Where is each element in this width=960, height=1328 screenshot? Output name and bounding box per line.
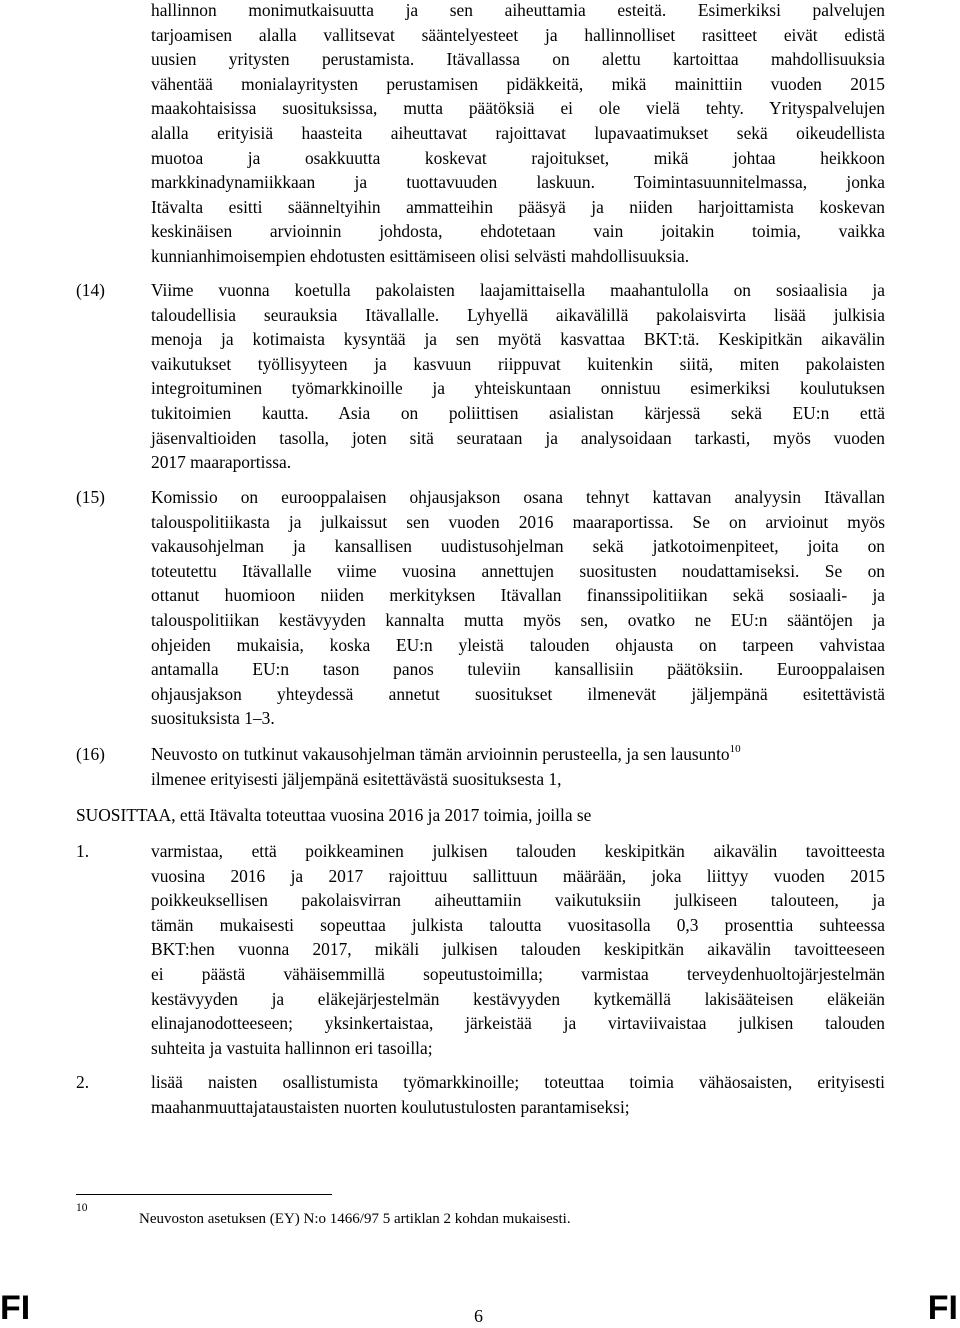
text-line: tukitoimien kautta. Asia on poliittisen asialistan kärjessä sekä EU:n että — [151, 402, 885, 423]
text-line: 2017 maaraportissa. — [151, 452, 292, 473]
text-line: muotoa ja osakkuutta koskevat rajoitukset, mikä johtaa heikkoon — [151, 147, 885, 168]
text-line: antamalla EU:n tason panos tuleviin kansallisiin päätöksiin. Eurooppalaisen — [151, 659, 885, 680]
text-line: kestävyyden ja eläkejärjestelmän kestävyyden kytkemällä lakisääteisen eläkeiän — [151, 988, 885, 1009]
paragraph-number-14: (14) — [76, 280, 105, 300]
text-line: vakausohjelman ja kansallisen uudistusohjelman sekä jatkotoimenpiteet, joita on — [151, 536, 885, 557]
text-line: suhteita ja vastuita hallinnon eri tasoilla; — [151, 1037, 433, 1058]
paragraph-13-continued — [151, 0, 885, 269]
paragraph-14 — [151, 278, 885, 475]
paragraph-16 — [151, 742, 885, 791]
recommendation-number-2: 2. — [76, 1072, 90, 1092]
language-code-right: FI — [927, 1289, 958, 1327]
text-line: vähentää monialayritysten perustamisen pidäkkeitä, mikä mainittiin vuoden 2015 — [151, 73, 885, 94]
page-number: 6 — [474, 1306, 483, 1326]
text-line: varmistaa, että poikkeaminen julkisen talouden keskipitkän aikavälin tavoitteesta — [151, 841, 885, 861]
text-line: talouspolitiikasta ja julkaissut sen vuoden 2016 maaraportissa. Se on arvioinut myös — [151, 511, 885, 532]
footnote-text: Neuvoston asetuksen (EY) N:o 1466/97 5 artiklan 2 kohdan mukaisesti. — [139, 1211, 571, 1227]
text-line: keskinäisen arvioinnin johdosta, ehdotetaan vain joitakin toimia, vaikka — [151, 221, 885, 242]
footnote-separator — [76, 1194, 332, 1195]
text-line: vuosina 2016 ja 2017 rajoittuu sallittuun määrään, joka liittyy vuoden 2015 — [151, 865, 885, 886]
text-line: tämän mukaisesti sopeuttaa julkista taloutta vuositasolla 0,3 prosenttia suhteessa — [151, 914, 885, 935]
recommendation-number-1: 1. — [76, 841, 90, 861]
text-line: poikkeuksellisen pakolaisvirran aiheuttamiin vaikutuksiin julkiseen talouteen, ja — [151, 890, 885, 911]
text-line: ilmenee erityisesti jäljempänä esitettävästä suosituksesta 1, — [151, 768, 562, 789]
text-line: menoja ja kotimaista kysyntää ja sen myötä kasvattaa BKT:tä. Keskipitkän aikavälin — [151, 329, 885, 350]
text-line: suosituksista 1–3. — [151, 708, 275, 729]
recommendation-1 — [151, 839, 885, 1060]
text-line: Viime vuonna koetulla pakolaisten laajamittaisella maahantulolla on sosiaalisia ja — [151, 280, 885, 300]
text-line: vaikutukset työllisyyteen ja kasvuun riippuvat kuitenkin siitä, miten pakolaisten — [151, 353, 885, 374]
recommends-statement: SUOSITTAA, että Itävalta toteuttaa vuosina 2016 ja 2017 toimia, joilla se — [76, 805, 592, 825]
recommendation-2 — [151, 1070, 885, 1119]
text-line: lisää naisten osallistumista työmarkkinoille; toteuttaa toimia vähäosaisten, erityisesti — [151, 1072, 885, 1092]
text-line: ei päästä vähäisemmillä sopeutustoimilla; varmistaa terveydenhuoltojärjestelmän — [151, 963, 885, 984]
text-line: hallinnon monimutkaisuutta ja sen aiheuttamia esteitä. Esimerkiksi palvelujen — [151, 0, 885, 20]
text-line: maakohtaisissa suosituksissa, mutta päätöksiä ei ole vielä tehty. Yrityspalvelujen — [151, 98, 885, 119]
text-line: ohjausjakson yhteydessä annetut suositukset ilmenevät jäljempänä esitettävistä — [151, 683, 885, 704]
text-line: Komissio on eurooppalaisen ohjausjakson osana tehnyt kattavan analyysin Itävallan — [151, 487, 885, 507]
paragraph-number-15: (15) — [76, 487, 105, 507]
paragraph-number-16: (16) — [76, 744, 105, 764]
text-line: elinajanodotteeseen; yksinkertaistaa, järkeistää ja virtaviivaistaa julkisen talouden — [151, 1013, 885, 1034]
text-line: uusien yritysten perustamista. Itävallassa on alettu kartoittaa mahdollisuuksia — [151, 49, 885, 70]
text-line: ottanut huomioon niiden merkityksen Itävallan finanssipolitiikan sekä sosiaali- ja — [151, 585, 885, 606]
text-line: markkinadynamiikkaan ja tuottavuuden laskuun. Toimintasuunnitelmassa, jonka — [151, 172, 885, 193]
text-line: BKT:hen vuonna 2017, mikäli julkisen talouden keskipitkän aikavälin tavoitteeseen — [151, 939, 885, 960]
language-code-left: FI — [0, 1289, 31, 1327]
text-line — [151, 742, 885, 767]
footnote-reference[interactable]: 10 — [729, 743, 741, 755]
text-line: toteutettu Itävallalle viime vuosina annettujen suositusten noudattamiseksi. Se on — [151, 560, 885, 581]
text-line: talouspolitiikan kestävyyden kannalta mutta myös sen, ovatko ne EU:n sääntöjen ja — [151, 609, 885, 630]
text-line: Itävalta esitti säänneltyihin ammatteihin pääsyä ja niiden harjoittamista koskevan — [151, 196, 885, 217]
text-line: jäsenvaltioiden tasolla, joten sitä seurataan ja analysoidaan tarkasti, myös vuoden — [151, 427, 885, 448]
paragraph-15 — [151, 485, 885, 731]
text-line: maahanmuuttajataustaisten nuorten koulutustulosten parantamiseksi; — [151, 1096, 630, 1117]
text-line-content: Neuvosto on tutkinut vakausohjelman tämän arvioinnin perusteella, ja sen lausunto — [151, 744, 730, 764]
text-line: kunnianhimoisempien ehdotusten esittämiseen olisi selvästi mahdollisuuksia. — [151, 245, 690, 266]
text-line: integroituminen työmarkkinoille ja yhteiskuntaan onnistuu esimerkiksi koulutuksen — [151, 378, 885, 399]
text-line: ohjeiden mukaisia, koska EU:n yleistä talouden ohjausta on tarpeen vahvistaa — [151, 634, 885, 655]
text-line: taloudellisia seurauksia Itävallalle. Lyhyellä aikavälillä pakolaisvirta lisää julkisia — [151, 304, 885, 325]
footnote-number: 10 — [76, 1202, 88, 1214]
text-line: alalla erityisiä haasteita aiheuttavat rajoittavat lupavaatimukset sekä oikeudellista — [151, 122, 885, 143]
text-line: tarjoamisen alalla vallitsevat sääntelyesteet ja hallinnolliset rasitteet eivät edistä — [151, 24, 885, 45]
